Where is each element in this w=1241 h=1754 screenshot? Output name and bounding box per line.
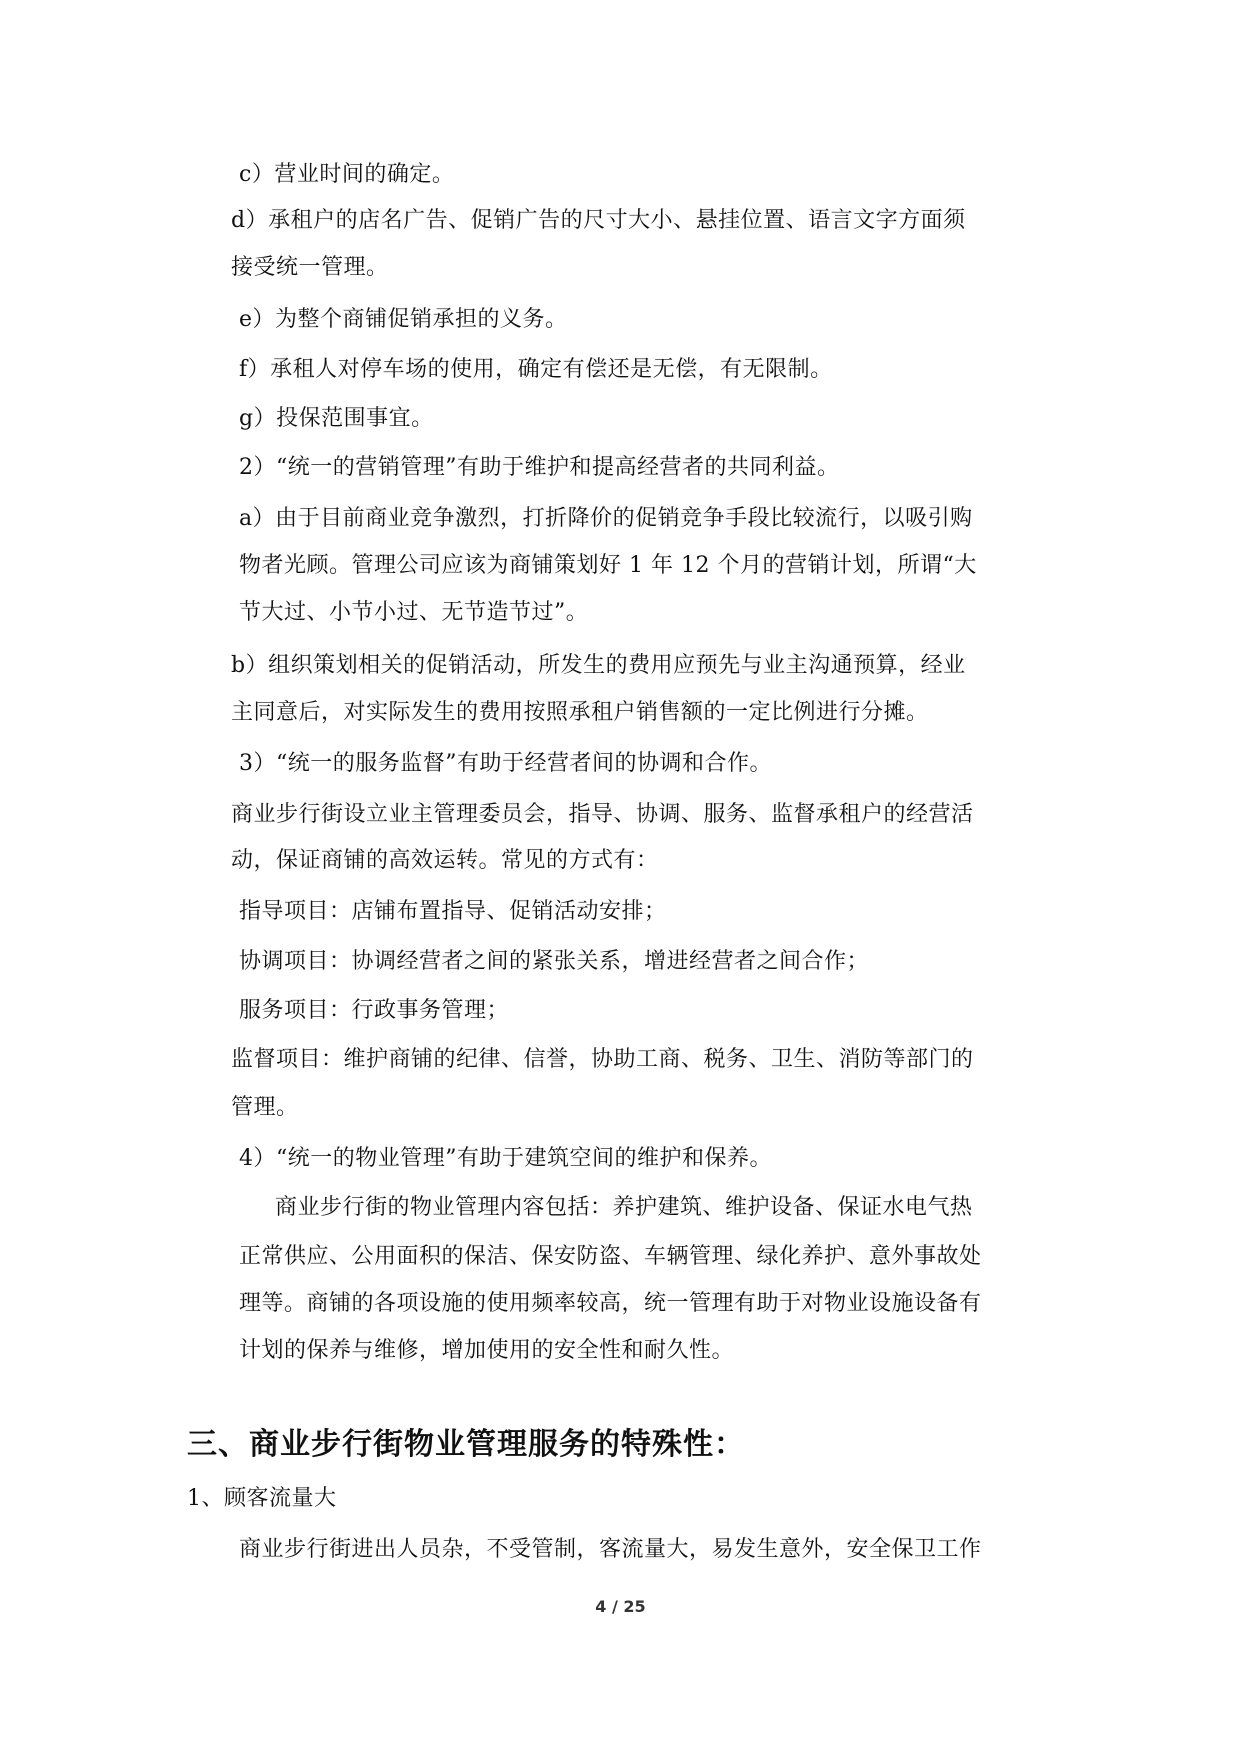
text-line: 动，保证商铺的高效运转。常见的方式有： [231, 848, 659, 873]
text-line: 主同意后，对实际发生的费用按照承租户销售额的一定比例进行分摊。 [231, 700, 929, 725]
text-line: 物者光顾。管理公司应该为商铺策划好 1 年 12 个月的营销计划，所谓“大 [239, 553, 977, 578]
text-line: 商业步行街的物业管理内容包括：养护建筑、维护设备、保证水电气热 [275, 1195, 973, 1220]
text-line: d）承租户的店名广告、促销广告的尺寸大小、悬挂位置、语言文字方面须 [231, 208, 966, 233]
text-line: 接受统一管理。 [231, 255, 389, 280]
page-number: 4 / 25 [595, 1597, 646, 1616]
text-line: 2）“统一的营销管理”有助于维护和提高经营者的共同利益。 [239, 455, 840, 480]
text-line: 计划的保养与维修，增加使用的安全性和耐久性。 [239, 1338, 735, 1363]
text-line: e）为整个商铺促销承担的义务。 [239, 307, 568, 332]
text-line: 服务项目：行政事务管理； [239, 998, 510, 1023]
subsection-title: 1、顾客流量大 [187, 1486, 337, 1511]
text-line: 商业步行街设立业主管理委员会，指导、协调、服务、监督承租户的经营活 [231, 802, 974, 827]
text-line: f）承租人对停车场的使用，确定有偿还是无偿，有无限制。 [239, 357, 833, 382]
text-line: 协调项目：协调经营者之间的紧张关系，增进经营者之间合作； [239, 949, 870, 974]
text-line: 管理。 [231, 1095, 299, 1120]
text-line: 理等。商铺的各项设施的使用频率较高，统一管理有助于对物业设施设备有 [239, 1291, 982, 1316]
text-line: 3）“统一的服务监督”有助于经营者间的协调和合作。 [239, 751, 772, 776]
text-line: 指导项目：店铺布置指导、促销活动安排； [239, 899, 667, 924]
text-line: a）由于目前商业竞争激烈，打折降价的促销竞争手段比较流行，以吸引购 [239, 506, 973, 531]
text-line: 商业步行街进出人员杂，不受管制，客流量大，易发生意外，安全保卫工作 [239, 1537, 982, 1562]
section-heading: 三、商业步行街物业管理服务的特殊性： [187, 1427, 745, 1462]
text-line: g）投保范围事宜。 [239, 406, 434, 431]
text-line: 4）“统一的物业管理”有助于建筑空间的维护和保养。 [239, 1146, 772, 1171]
text-line: 节大过、小节小过、无节造节过”。 [239, 600, 589, 625]
text-line: 监督项目：维护商铺的纪律、信誉，协助工商、税务、卫生、消防等部门的 [231, 1047, 974, 1072]
text-line: 正常供应、公用面积的保洁、保安防盗、车辆管理、绿化养护、意外事故处 [239, 1244, 982, 1269]
text-line: b）组织策划相关的促销活动，所发生的费用应预先与业主沟通预算，经业 [231, 653, 966, 678]
text-line: c）营业时间的确定。 [239, 162, 455, 187]
